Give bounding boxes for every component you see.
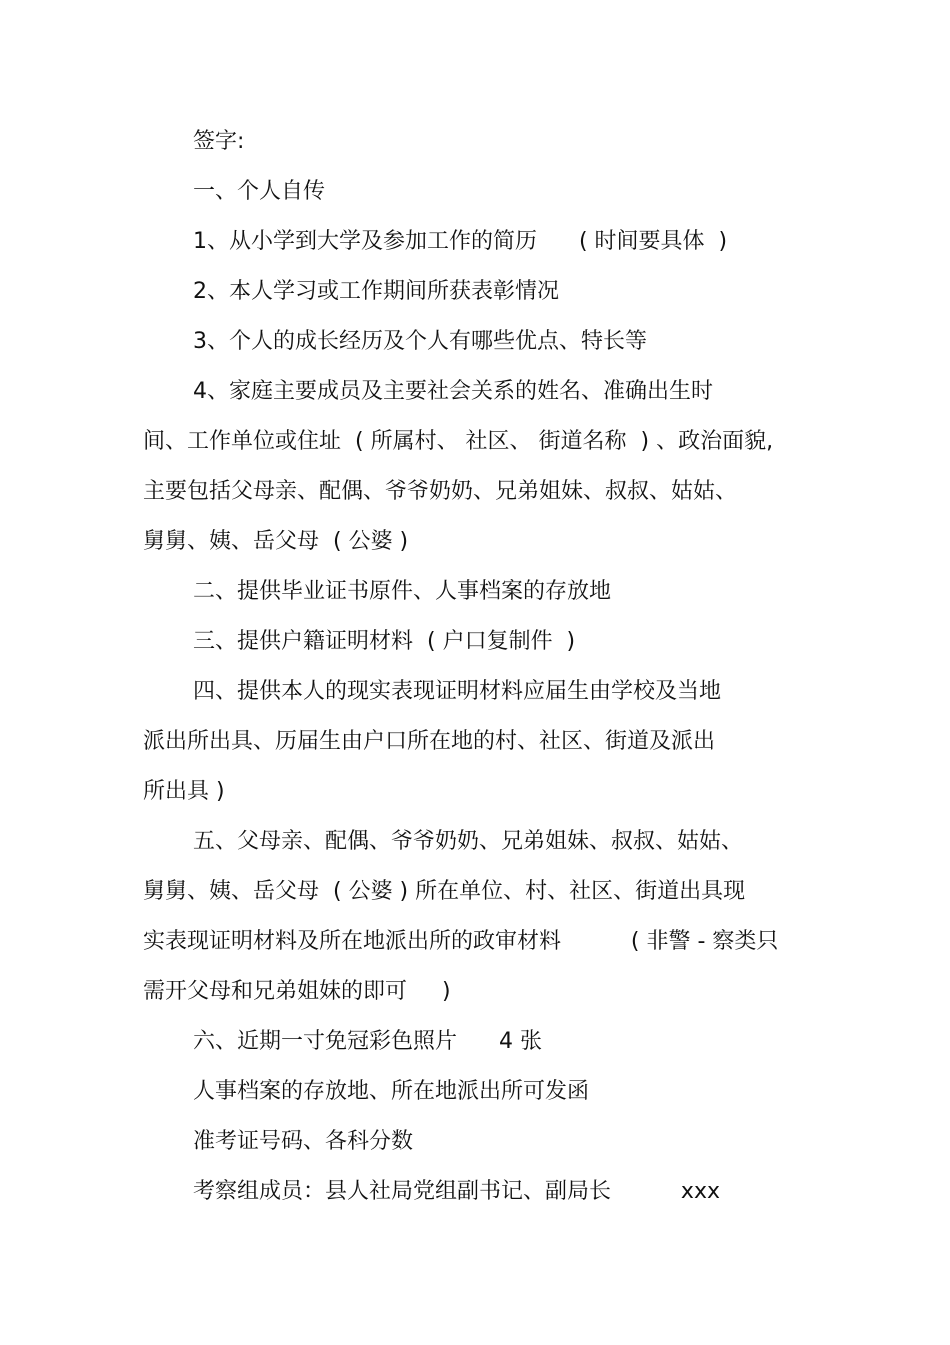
item-3: 3、个人的成长经历及个人有哪些优点、特长等 [193, 329, 647, 354]
section-4-line-1: 四、提供本人的现实表现证明材料应届生由学校及当地 [193, 679, 722, 704]
item-2: 2、本人学习或工作期间所获表彰情况 [193, 279, 559, 304]
item-4-line-2: 间、工作单位或住址 ( 所属村、 社区、 街道名称 ) 、政治面貌, [143, 429, 774, 454]
note-inspection-team: 考察组成员：县人社局党组副书记、副局长 xxx [193, 1179, 720, 1204]
section-5-line-1: 五、父母亲、配偶、爷爷奶奶、兄弟姐妹、叔叔、姑姑、 [193, 829, 744, 854]
note-exam-number: 准考证号码、各科分数 [193, 1129, 414, 1154]
section-1-heading: 一、个人自传 [193, 179, 326, 204]
section-6: 六、近期一寸免冠彩色照片 4 张 [193, 1029, 542, 1054]
section-5-line-3: 实表现证明材料及所在地派出所的政审材料 ( 非警 - 察类只 [143, 929, 779, 954]
section-4-line-2: 派出所出具、历届生由户口所在地的村、社区、街道及派出 [143, 729, 716, 754]
signature-label: 签字: [193, 129, 245, 154]
item-1: 1、从小学到大学及参加工作的简历 ( 时间要具体 ) [193, 229, 728, 254]
section-4-line-3: 所出具 ) [143, 779, 225, 804]
section-5-line-2: 舅舅、姨、岳父母 ( 公婆 ) 所在单位、村、社区、街道出具现 [143, 879, 746, 904]
item-4-line-1: 4、家庭主要成员及主要社会关系的姓名、准确出生时 [193, 379, 713, 404]
item-4-line-3: 主要包括父母亲、配偶、爷爷奶奶、兄弟姐妹、叔叔、姑姑、 [143, 479, 738, 504]
item-4-line-4: 舅舅、姨、岳父母 ( 公婆 ) [143, 529, 409, 554]
section-3: 三、提供户籍证明材料 ( 户口复制件 ) [193, 629, 576, 654]
note-archive-letter: 人事档案的存放地、所在地派出所可发函 [193, 1079, 590, 1104]
section-2: 二、提供毕业证书原件、人事档案的存放地 [193, 579, 612, 604]
section-5-line-4: 需开父母和兄弟姐妹的即可 ) [143, 979, 451, 1004]
